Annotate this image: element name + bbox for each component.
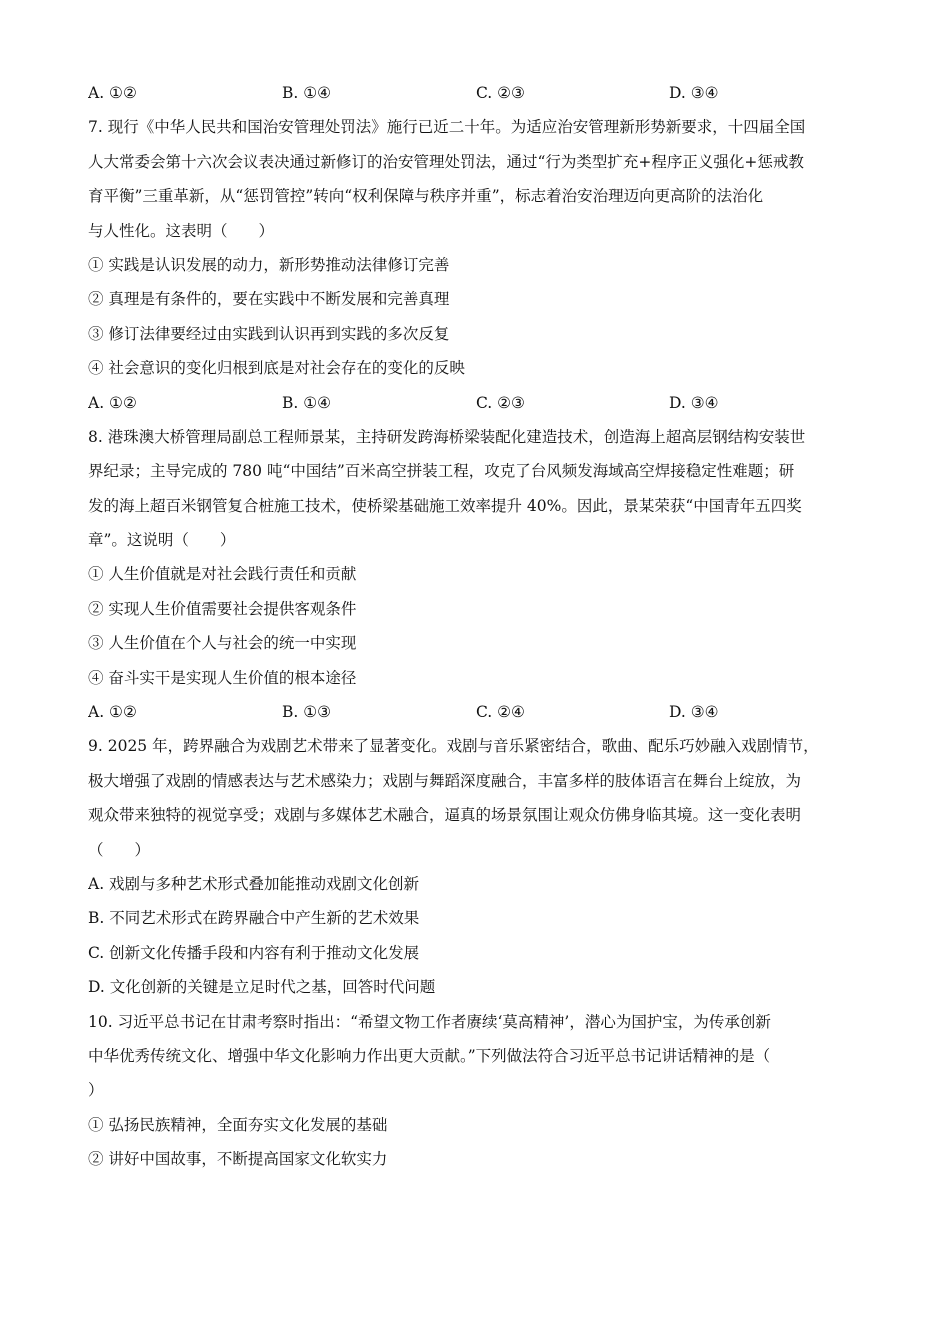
q9-stem-line: （ ） [88, 840, 151, 859]
question-10 [88, 1005, 868, 1177]
q8-option-d[interactable]: D. ③④ [669, 703, 719, 722]
q7-item-4: ④ 社会意识的变化归根到底是对社会存在的变化的反映 [88, 359, 465, 378]
question-8 [88, 420, 868, 730]
q6-option-d[interactable]: D. ③④ [669, 84, 719, 102]
q6-option-a[interactable]: A. ①② [88, 84, 137, 102]
question-7 [88, 110, 868, 420]
q10-stem-line: 中华优秀传统文化、增强中华文化影响力作出更大贡献。”下列做法符合习近平总书记讲话精神的是（ [88, 1046, 771, 1065]
q8-item-1: ① 人生价值就是对社会践行责任和贡献 [88, 565, 357, 584]
q6-option-c[interactable]: C. ②③ [476, 84, 525, 102]
q9-choice-a[interactable]: A. 戏剧与多种艺术形式叠加能推动戏剧文化创新 [88, 874, 420, 893]
q10-stem-line: ） [88, 1081, 104, 1100]
exam-page [88, 76, 868, 1177]
q6-options [88, 76, 868, 110]
q9-choice-c[interactable]: C. 创新文化传播手段和内容有利于推动文化发展 [88, 943, 420, 962]
q7-stem-line: 与人性化。这表明（ ） [88, 221, 275, 240]
q9-choice-d[interactable]: D. 文化创新的关键是立足时代之基，回答时代问题 [88, 978, 436, 997]
q7-option-c[interactable]: C. ②③ [476, 393, 525, 412]
question-9 [88, 729, 868, 1004]
q7-stem-line: 人大常委会第十六次会议表决通过新修订的治安管理处罚法，通过“行为类型扩充+程序正义强化+惩戒教 [88, 152, 804, 171]
q10-item-2: ② 讲好中国故事，不断提高国家文化软实力 [88, 1150, 388, 1169]
q8-item-4: ④ 奋斗实干是实现人生价值的根本途径 [88, 668, 357, 687]
q8-item-3: ③ 人生价值在个人与社会的统一中实现 [88, 634, 357, 653]
q8-option-b[interactable]: B. ①③ [282, 703, 332, 722]
q8-stem-line: 章”。这说明（ ） [88, 531, 236, 550]
q7-option-a[interactable]: A. ①② [88, 393, 137, 412]
q7-option-d[interactable]: D. ③④ [669, 393, 719, 412]
q7-item-3: ③ 修订法律要经过由实践到认识再到实践的多次反复 [88, 324, 450, 343]
q7-stem-line: 7. 现行《中华人民共和国治安管理处罚法》施行已近二十年。为适应治安管理新形势新要求，十四届全国 [88, 118, 806, 137]
q10-stem-line: 10. 习近平总书记在甘肃考察时指出：“希望文物工作者赓续‘莫高精神’，潜心为国护宝，为传承创新 [88, 1012, 771, 1031]
q8-option-a[interactable]: A. ①② [88, 703, 137, 722]
q9-stem-line: 9. 2025 年，跨界融合为戏剧艺术带来了显著变化。戏剧与音乐紧密结合，歌曲、配乐巧妙融入戏剧情节， [88, 737, 819, 756]
q8-item-2: ② 实现人生价值需要社会提供客观条件 [88, 599, 357, 618]
q9-stem-line: 观众带来独特的视觉享受；戏剧与多媒体艺术融合，逼真的场景氛围让观众仿佛身临其境。这一变化表明 [88, 806, 802, 825]
q7-stem-line: 育平衡”三重革新，从“惩罚管控”转向“权利保障与秩序并重”，标志着治安治理迈向更高阶的法治化 [88, 187, 764, 206]
q8-stem-line: 界纪录；主导完成的 780 吨“中国结”百米高空拼装工程，攻克了台风频发海域高空焊接稳定性难题；研 [88, 462, 795, 481]
q8-option-c[interactable]: C. ②④ [476, 703, 525, 722]
q7-option-b[interactable]: B. ①④ [282, 393, 332, 412]
q9-choice-b[interactable]: B. 不同艺术形式在跨界融合中产生新的艺术效果 [88, 909, 420, 928]
q7-item-1: ① 实践是认识发展的动力，新形势推动法律修订完善 [88, 255, 450, 274]
q9-stem-line: 极大增强了戏剧的情感表达与艺术感染力；戏剧与舞蹈深度融合，丰富多样的肢体语言在舞台上绽放，为 [88, 771, 802, 790]
q6-option-b[interactable]: B. ①④ [282, 84, 332, 102]
q7-options [88, 386, 868, 420]
q8-stem-line: 8. 港珠澳大桥管理局副总工程师景某，主持研发跨海桥梁装配化建造技术，创造海上超高层钢结构安装世 [88, 427, 806, 446]
q7-item-2: ② 真理是有条件的，要在实践中不断发展和完善真理 [88, 290, 450, 309]
q8-stem-line: 发的海上超百米钢管复合桩施工技术，使桥梁基础施工效率提升 40%。因此，景某荣获“中国青年五四奖 [88, 496, 802, 515]
q10-item-1: ① 弘扬民族精神，全面夯实文化发展的基础 [88, 1115, 388, 1134]
q8-options [88, 695, 868, 729]
